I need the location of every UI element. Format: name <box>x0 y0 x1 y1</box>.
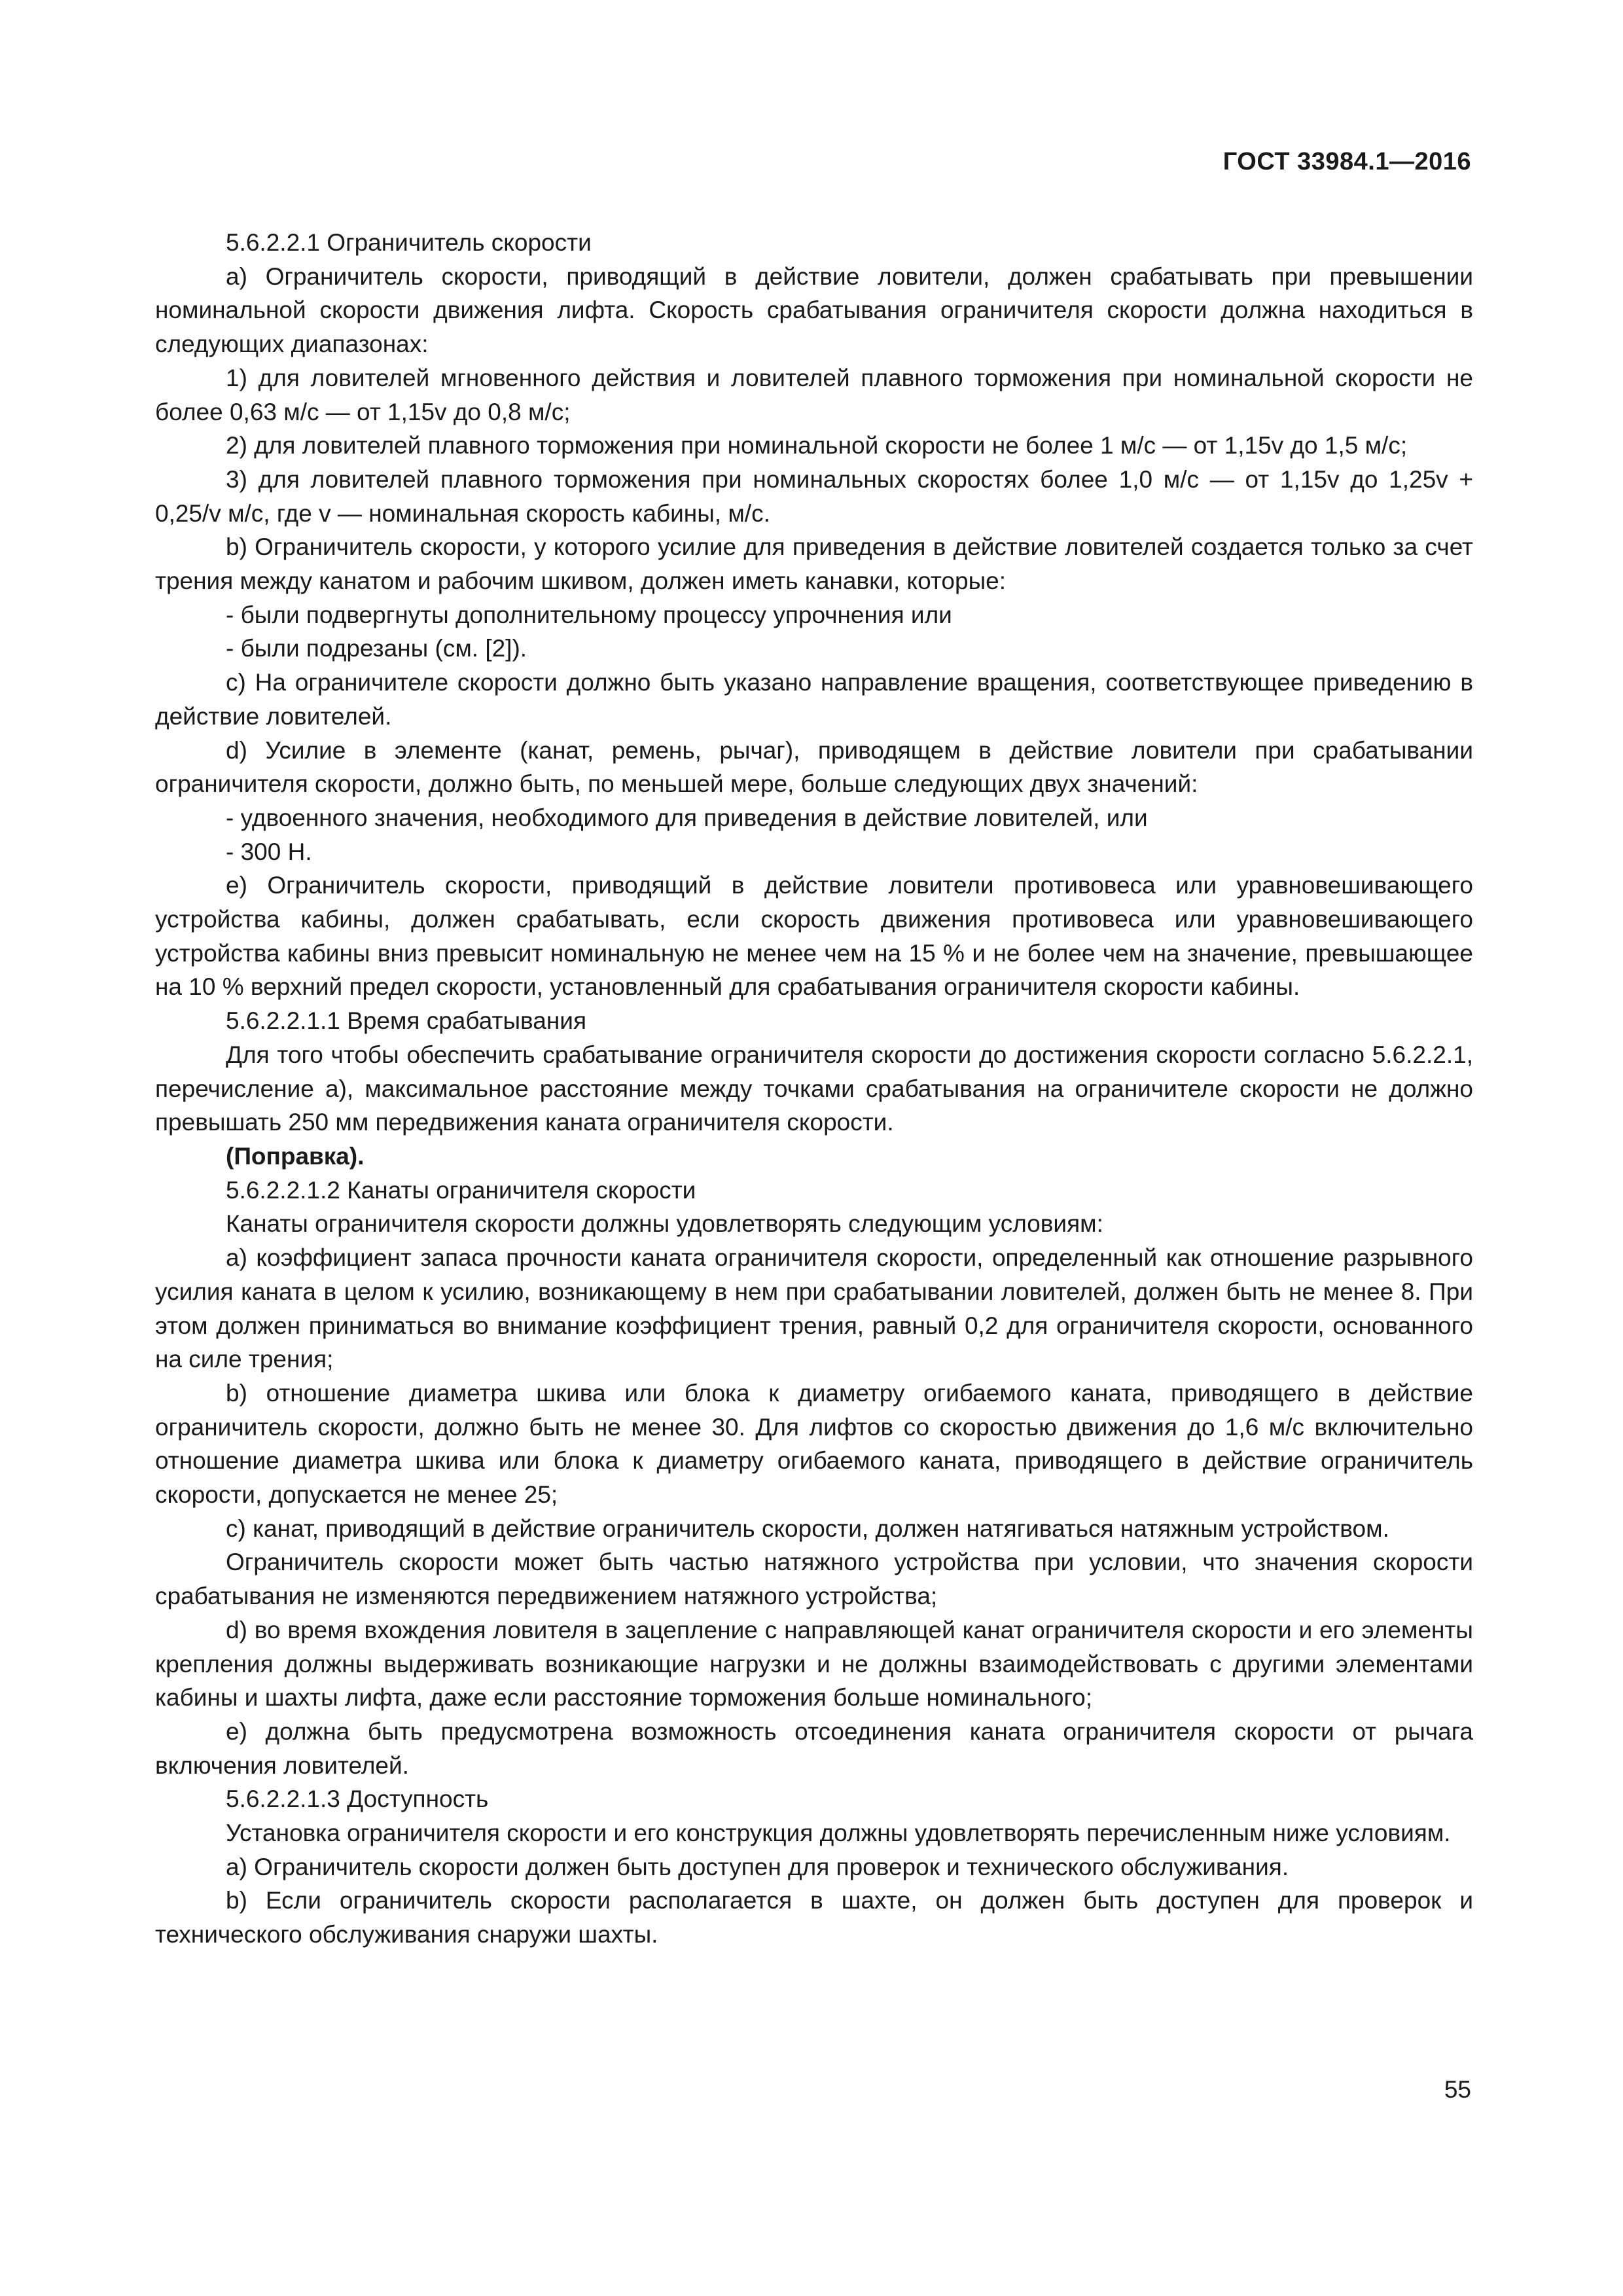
paragraph: a) коэффициент запаса прочности каната ограничителя скорости, определенный как отношение разрывного усилия каната в целом к усилию, возникающему в нем при срабатывании ловителей, должен быть не менее 8. При этом должен приниматься во внимание коэффициент трения, равный 0,2 для ограничителя скорости, основанного на силе трения; <box>155 1244 1473 1373</box>
paragraph: - 300 Н. <box>226 838 312 865</box>
document-body <box>155 226 1473 1952</box>
paragraph: b) Ограничитель скорости, у которого усилие для приведения в действие ловителей создается только за счет трения между канатом и рабочим шкивом, должен иметь канавки, которые: <box>155 533 1473 595</box>
paragraph: b) отношение диаметра шкива или блока к диаметру огибаемого каната, приводящего в действие ограничитель скорости, должно быть не менее 30. Для лифтов со скоростью движения до 1,6 м/с включительно отношение диаметра шкива или блока к диаметру огибаемого каната, приводящего в действие ограничитель скорости, допускается не менее 25; <box>155 1379 1473 1509</box>
paragraph: 2) для ловителей плавного торможения при номинальной скорости не более 1 м/с — от 1,15v до 1,5 м/с; <box>226 432 1408 459</box>
paragraph: b) Если ограничитель скорости располагается в шахте, он должен быть доступен для проверок и технического обслуживания снаружи шахты. <box>155 1887 1473 1948</box>
paragraph: Канаты ограничителя скорости должны удовлетворять следующим условиям: <box>226 1210 1103 1238</box>
paragraph: d) во время вхождения ловителя в зацепление с направляющей канат ограничителя скорости и его элементы крепления должны выдерживать возникающие нагрузки и не должны взаимодействовать с другими элементами кабины и шахты лифта, даже если расстояние торможения больше номинального; <box>155 1616 1473 1712</box>
paragraph: - были подвергнуты дополнительному процессу упрочнения или <box>226 601 952 628</box>
paragraph: 5.6.2.2.1.3 Доступность <box>226 1785 489 1813</box>
paragraph: 5.6.2.2.1.1 Время срабатывания <box>226 1007 586 1035</box>
paragraph: Установка ограничителя скорости и его конструкция должны удовлетворять перечисленным ниже условиям. <box>226 1820 1451 1847</box>
paragraph: a) Ограничитель скорости, приводящий в действие ловители, должен срабатывать при превышении номинальной скорости движения лифта. Скорость срабатывания ограничителя скорости должна находиться в следующих диапазонах: <box>155 262 1473 358</box>
paragraph: 1) для ловителей мгновенного действия и ловителей плавного торможения при номинальной скорости не более 0,63 м/с — от 1,15v до 0,8 м/с; <box>155 364 1473 425</box>
paragraph: e) Ограничитель скорости, приводящий в действие ловители противовеса или уравновешивающего устройства кабины, должен срабатывать, если скорость движения противовеса или уравновешивающего устройства кабины вниз превысит номинальную не менее чем на 15 % и не более чем на значение, превышающее на 10 % верхний предел скорости, установленный для срабатывания ограничителя скорости кабины. <box>155 872 1473 1001</box>
paragraph: e) должна быть предусмотрена возможность отсоединения каната ограничителя скорости от рычага включения ловителей. <box>155 1717 1473 1779</box>
paragraph: a) Ограничитель скорости должен быть доступен для проверок и технического обслуживания. <box>226 1853 1289 1880</box>
paragraph: - были подрезаны (см. [2]). <box>226 635 527 662</box>
paragraph: 5.6.2.2.1.2 Канаты ограничителя скорости <box>226 1176 696 1204</box>
paragraph: 5.6.2.2.1 Ограничитель скорости <box>226 229 592 256</box>
paragraph: (Поправка). <box>226 1142 365 1170</box>
page-header: ГОСТ 33984.1—2016 <box>1222 148 1471 175</box>
paragraph: - удвоенного значения, необходимого для приведения в действие ловителей, или <box>226 804 1148 831</box>
paragraph: c) канат, приводящий в действие ограничитель скорости, должен натягиваться натяжным устройством. <box>226 1515 1389 1542</box>
page-number: 55 <box>1444 2076 1471 2103</box>
paragraph: Для того чтобы обеспечить срабатывание ограничителя скорости до достижения скорости согласно 5.6.2.2.1, перечисление а), максимальное расстояние между точками срабатывания на ограничителе скорости не должно превышать 250 мм передвижения каната ограничителя скорости. <box>155 1041 1473 1136</box>
paragraph: Ограничитель скорости может быть частью натяжного устройства при условии, что значения скорости срабатывания не изменяются передвижением натяжного устройства; <box>155 1549 1473 1610</box>
paragraph: 3) для ловителей плавного торможения при номинальных скоростях более 1,0 м/с — от 1,15v до 1,25v + 0,25/v м/с, где v — номинальная скорость кабины, м/с. <box>155 465 1473 527</box>
paragraph: d) Усилие в элементе (канат, ремень, рычаг), приводящем в действие ловители при срабатывании ограничителя скорости, должно быть, по меньшей мере, больше следующих двух значений: <box>155 736 1473 798</box>
paragraph: c) На ограничителе скорости должно быть указано направление вращения, соответствующее приведению в действие ловителей. <box>155 669 1473 730</box>
